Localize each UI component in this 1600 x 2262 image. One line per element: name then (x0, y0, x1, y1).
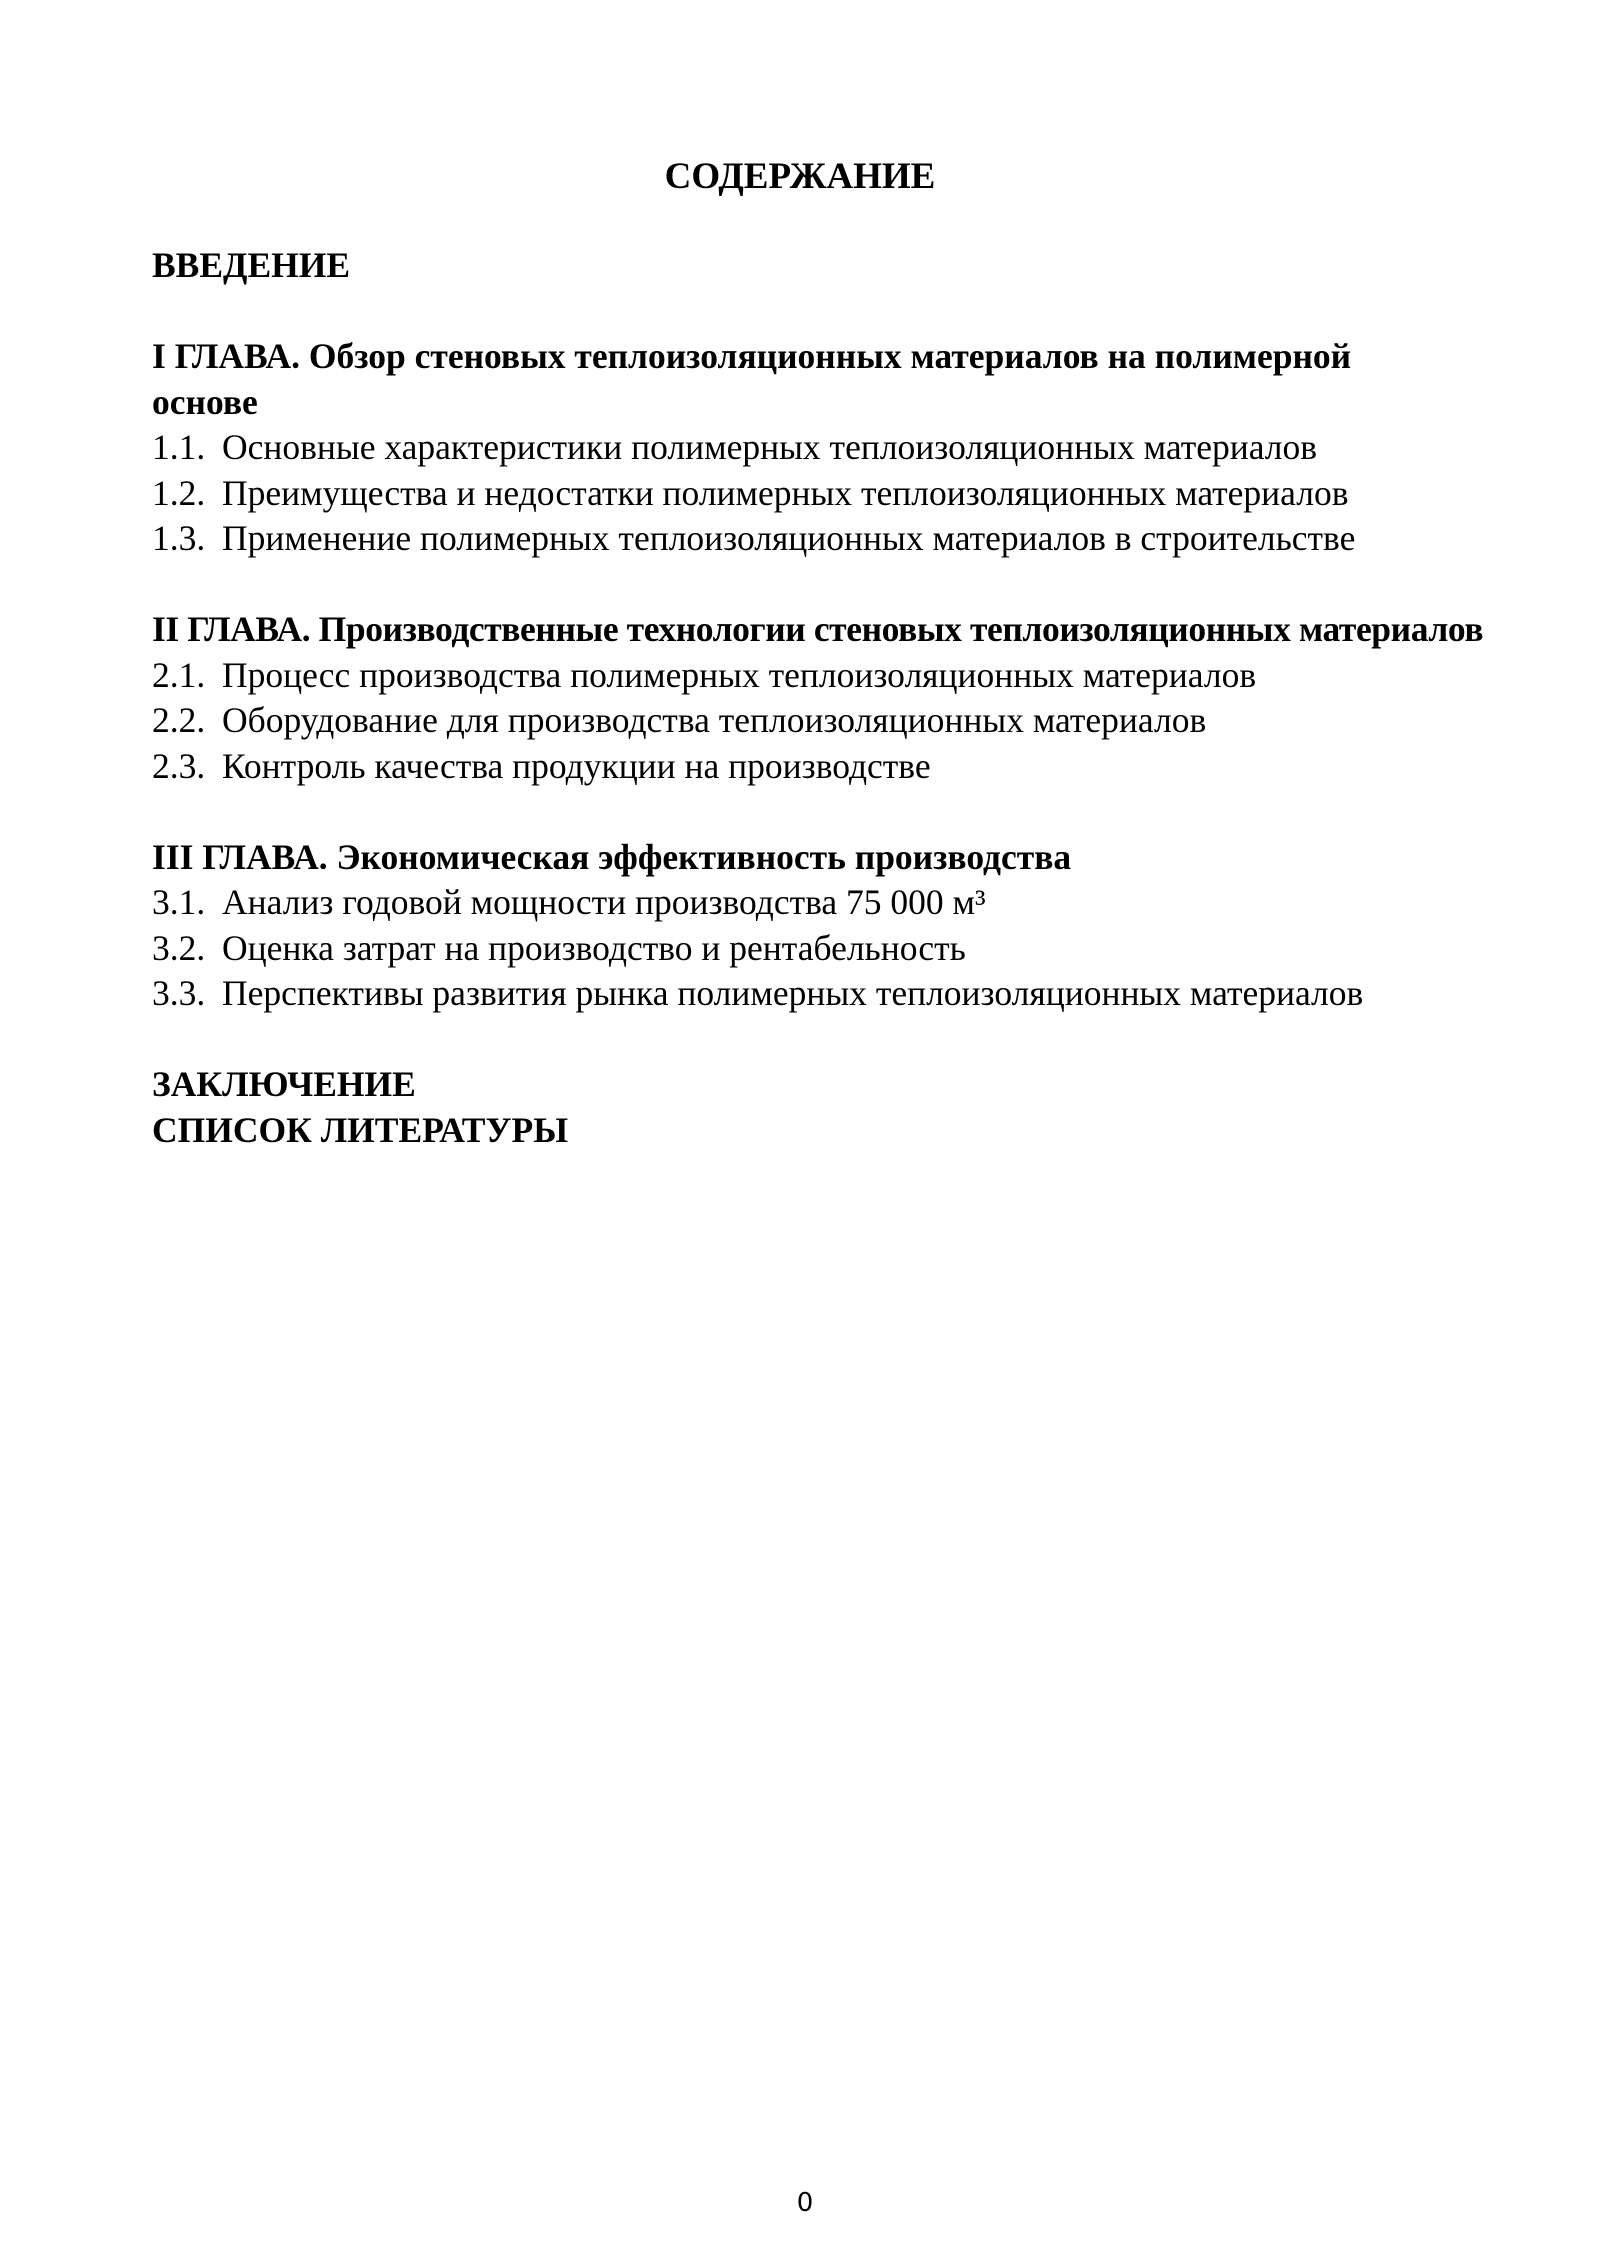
toc-chapter-3-heading: III ГЛАВА. Экономическая эффективность производства (152, 836, 1072, 877)
toc-section-3-3 (152, 971, 1600, 1017)
section-title: Анализ годовой мощности производства 75 000 м³ (222, 882, 986, 922)
section-title: Основные характеристики полимерных теплоизоляционных материалов (222, 427, 1318, 467)
section-title: Оценка затрат на производство и рентабельность (222, 927, 966, 968)
section-number: 1.1. (152, 427, 206, 467)
section-title: Контроль качества продукции на производстве (222, 745, 931, 786)
toc-title: СОДЕРЖАНИЕ (664, 156, 936, 197)
section-number: 3.3. (152, 973, 206, 1013)
section-title: Оборудование для производства теплоизоляционных материалов (222, 700, 1207, 740)
section-number: 2.3. (152, 745, 206, 786)
section-number: 3.2. (152, 927, 206, 968)
toc-conclusion: ЗАКЛЮЧЕНИЕ (152, 1064, 416, 1104)
toc-section-2-3 (152, 744, 1600, 790)
toc-section-1-3 (152, 516, 1600, 562)
section-number: 1.2. (152, 472, 206, 513)
section-number: 3.1. (152, 882, 206, 922)
section-title: Процесс производства полимерных теплоизоляционных материалов (222, 654, 1257, 695)
toc-spacer (152, 289, 1600, 335)
toc-introduction: ВВЕДЕНИЕ (152, 245, 351, 285)
page-number: 0 (796, 2188, 814, 2218)
toc-section-3-1 (152, 880, 1600, 926)
section-title: Перспективы развития рынка полимерных теплоизоляционных материалов (222, 973, 1364, 1013)
toc-section-1-1 (152, 425, 1600, 471)
toc-spacer (152, 789, 1600, 835)
toc-spacer (152, 562, 1600, 608)
toc-section-3-2 (152, 926, 1600, 972)
section-title: Применение полимерных теплоизоляционных материалов в строительстве (222, 518, 1356, 558)
toc-section-2-1 (152, 653, 1600, 699)
toc-chapter-2-heading: II ГЛАВА. Производственные технологии стеновых теплоизоляционных материалов (152, 609, 1484, 649)
section-number: 2.2. (152, 700, 206, 740)
section-title: Преимущества и недостатки полимерных теплоизоляционных материалов (222, 472, 1349, 513)
section-number: 1.3. (152, 518, 206, 558)
toc-section-2-2 (152, 698, 1600, 744)
table-of-contents (152, 243, 1600, 1153)
toc-section-1-2 (152, 471, 1600, 517)
toc-bibliography: СПИСОК ЛИТЕРАТУРЫ (152, 1109, 569, 1150)
toc-chapter-1-heading: I ГЛАВА. Обзор стеновых теплоизоляционных материалов на полимерной основе (152, 336, 1352, 422)
section-number: 2.1. (152, 654, 206, 695)
toc-spacer (152, 1017, 1600, 1063)
